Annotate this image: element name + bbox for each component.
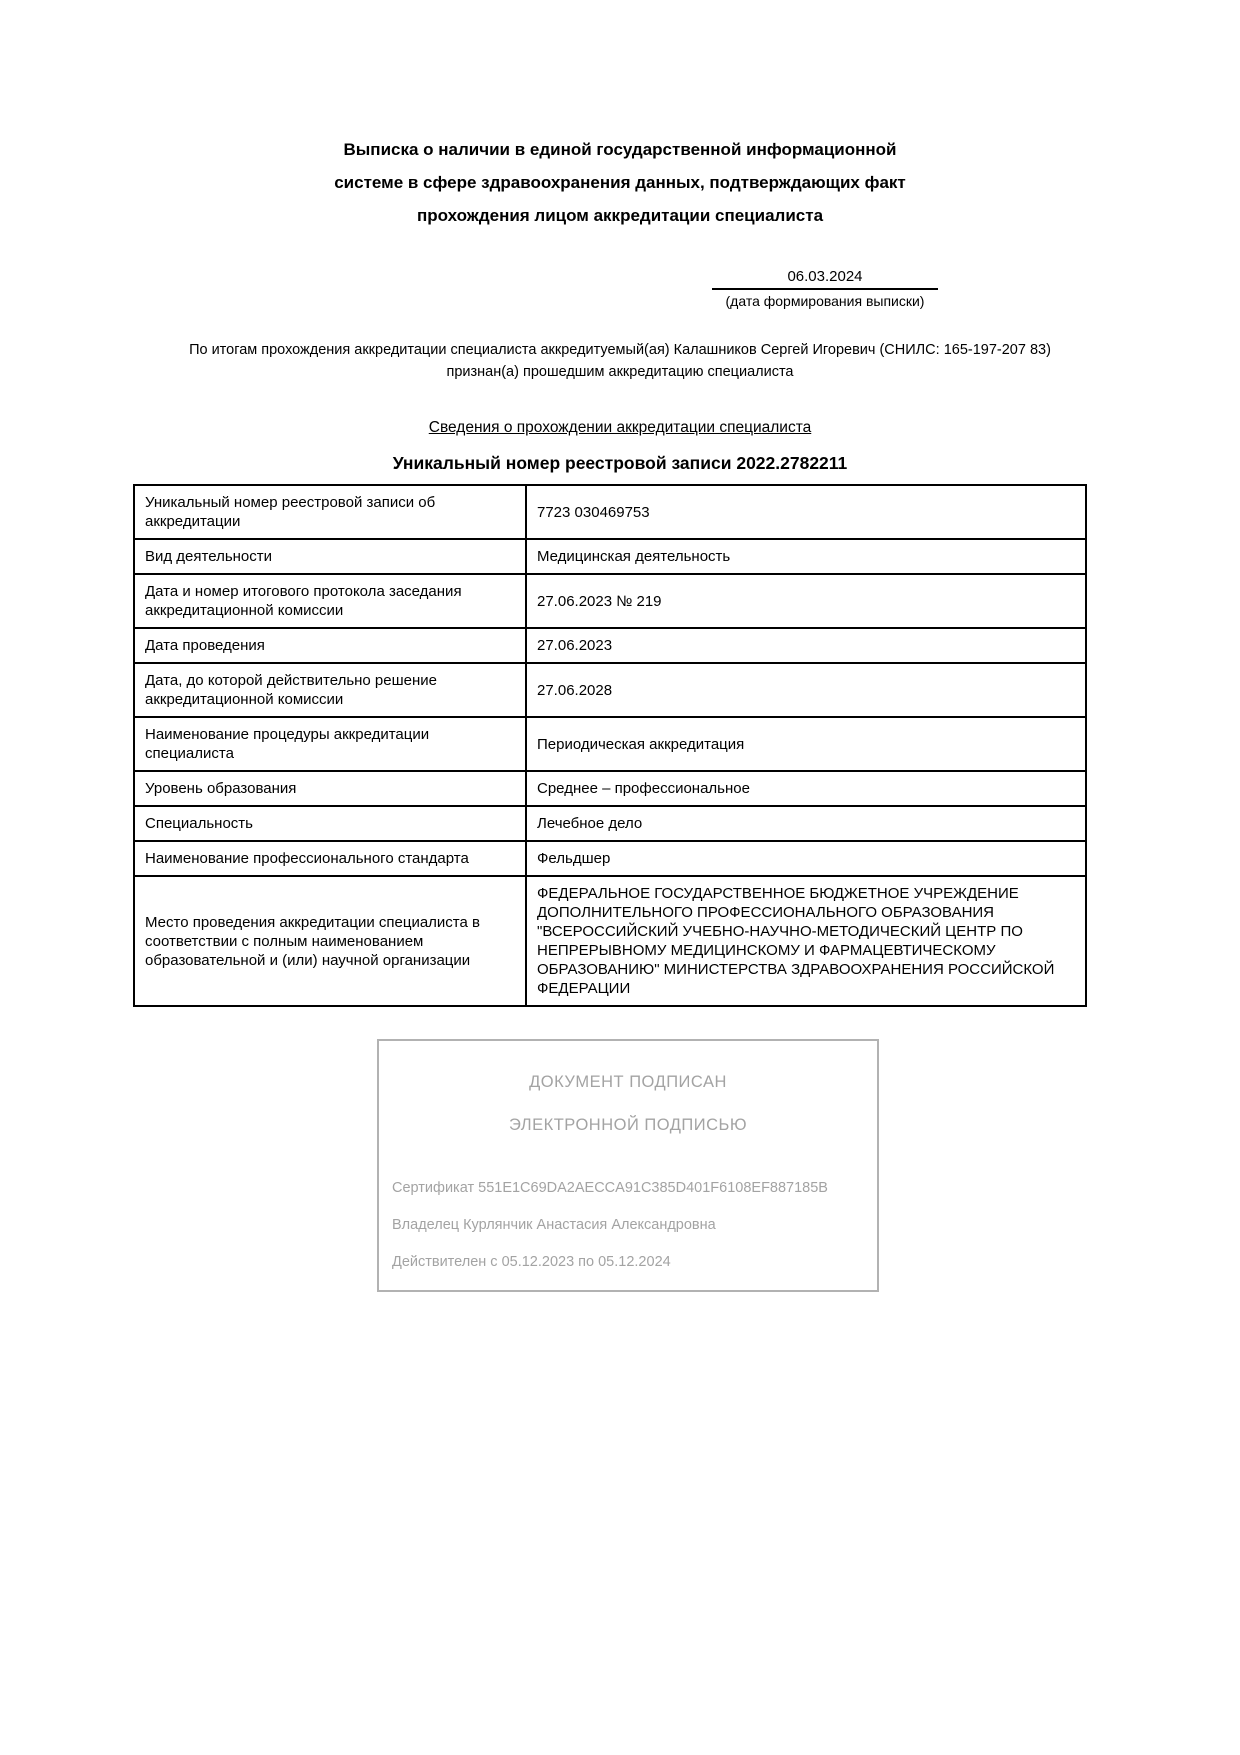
row-label: Специальность xyxy=(134,806,526,841)
page-title-line: Выписка о наличии в единой государственной информационной xyxy=(343,140,897,159)
electronic-signature-stamp xyxy=(377,1039,879,1292)
row-value: Медицинская деятельность xyxy=(526,539,1086,574)
table-row xyxy=(134,574,1086,628)
accreditation-details-table xyxy=(133,484,1087,1007)
issue-date-caption: (дата формирования выписки) xyxy=(725,293,925,309)
row-value: Фельдшер xyxy=(526,841,1086,876)
row-value: Среднее – профессиональное xyxy=(526,771,1086,806)
table-row xyxy=(134,628,1086,663)
signature-owner: Владелец Курлянчик Анастасия Александровна xyxy=(392,1217,716,1233)
table-row xyxy=(134,485,1086,539)
row-label: Уникальный номер реестровой записи об аккредитации xyxy=(134,485,526,539)
row-value: 27.06.2023 xyxy=(526,628,1086,663)
signature-validity: Действителен с 05.12.2023 по 05.12.2024 xyxy=(392,1254,671,1270)
table-row xyxy=(134,663,1086,717)
row-value: Лечебное дело xyxy=(526,806,1086,841)
row-label: Вид деятельности xyxy=(134,539,526,574)
row-label: Дата и номер итогового протокола заседания аккредитационной комиссии xyxy=(134,574,526,628)
table-row xyxy=(134,539,1086,574)
row-value: Периодическая аккредитация xyxy=(526,717,1086,771)
issue-date-block xyxy=(700,268,950,309)
intro-line: По итогам прохождения аккредитации специалиста аккредитуемый(ая) Калашников Сергей Игоревич (СНИЛС: 165-197-207 83) xyxy=(189,342,1051,358)
intro-line: признан(а) прошедшим аккредитацию специалиста xyxy=(446,364,794,380)
registry-number-heading: Уникальный номер реестровой записи 2022.2782211 xyxy=(392,453,848,473)
signature-status-line: ДОКУМЕНТ ПОДПИСАН xyxy=(529,1073,727,1091)
table-row xyxy=(134,806,1086,841)
row-label: Наименование процедуры аккредитации специалиста xyxy=(134,717,526,771)
page-title xyxy=(240,0,1000,232)
row-label: Уровень образования xyxy=(134,771,526,806)
table-row xyxy=(134,841,1086,876)
table-row xyxy=(134,876,1086,1006)
page-title-line: прохождения лицом аккредитации специалиста xyxy=(416,206,824,225)
row-value: 27.06.2023 № 219 xyxy=(526,574,1086,628)
row-label: Наименование профессионального стандарта xyxy=(134,841,526,876)
table-row xyxy=(134,771,1086,806)
signature-details xyxy=(392,1181,864,1270)
intro-paragraph xyxy=(0,339,1240,383)
row-label: Дата проведения xyxy=(134,628,526,663)
row-value: 7723 030469753 xyxy=(526,485,1086,539)
row-value: ФЕДЕРАЛЬНОЕ ГОСУДАРСТВЕННОЕ БЮДЖЕТНОЕ УЧРЕЖДЕНИЕ ДОПОЛНИТЕЛЬНОГО ПРОФЕССИОНАЛЬНОГО ОБРАЗОВАНИЯ "ВСЕРОССИЙСКИЙ УЧЕБНО-НАУЧНО-МЕТОДИЧЕСКИЙ ЦЕНТР ПО НЕПРЕРЫВНОМУ МЕДИЦИНСКОМУ И ФАРМАЦЕВТИЧЕСКОМУ ОБРАЗОВАНИЮ" МИНИСТЕРСТВА ЗДРАВООХРАНЕНИЯ РОССИЙСКОЙ ФЕДЕРАЦИИ xyxy=(526,876,1086,1006)
row-value: 27.06.2028 xyxy=(526,663,1086,717)
row-label: Место проведения аккредитации специалиста в соответствии с полным наименованием образовательной и (или) научной организации xyxy=(134,876,526,1006)
section-heading: Сведения о прохождении аккредитации специалиста xyxy=(428,419,812,436)
signature-certificate: Сертификат 551E1C69DA2AECCA91C385D401F6108EF887185B xyxy=(392,1180,828,1196)
row-label: Дата, до которой действительно решение аккредитационной комиссии xyxy=(134,663,526,717)
table-row xyxy=(134,717,1086,771)
page-title-line: системе в сфере здравоохранения данных, подтверждающих факт xyxy=(334,173,906,192)
issue-date-value: 06.03.2024 xyxy=(712,268,938,290)
signature-status-line: ЭЛЕКТРОННОЙ ПОДПИСЬЮ xyxy=(508,1116,748,1134)
